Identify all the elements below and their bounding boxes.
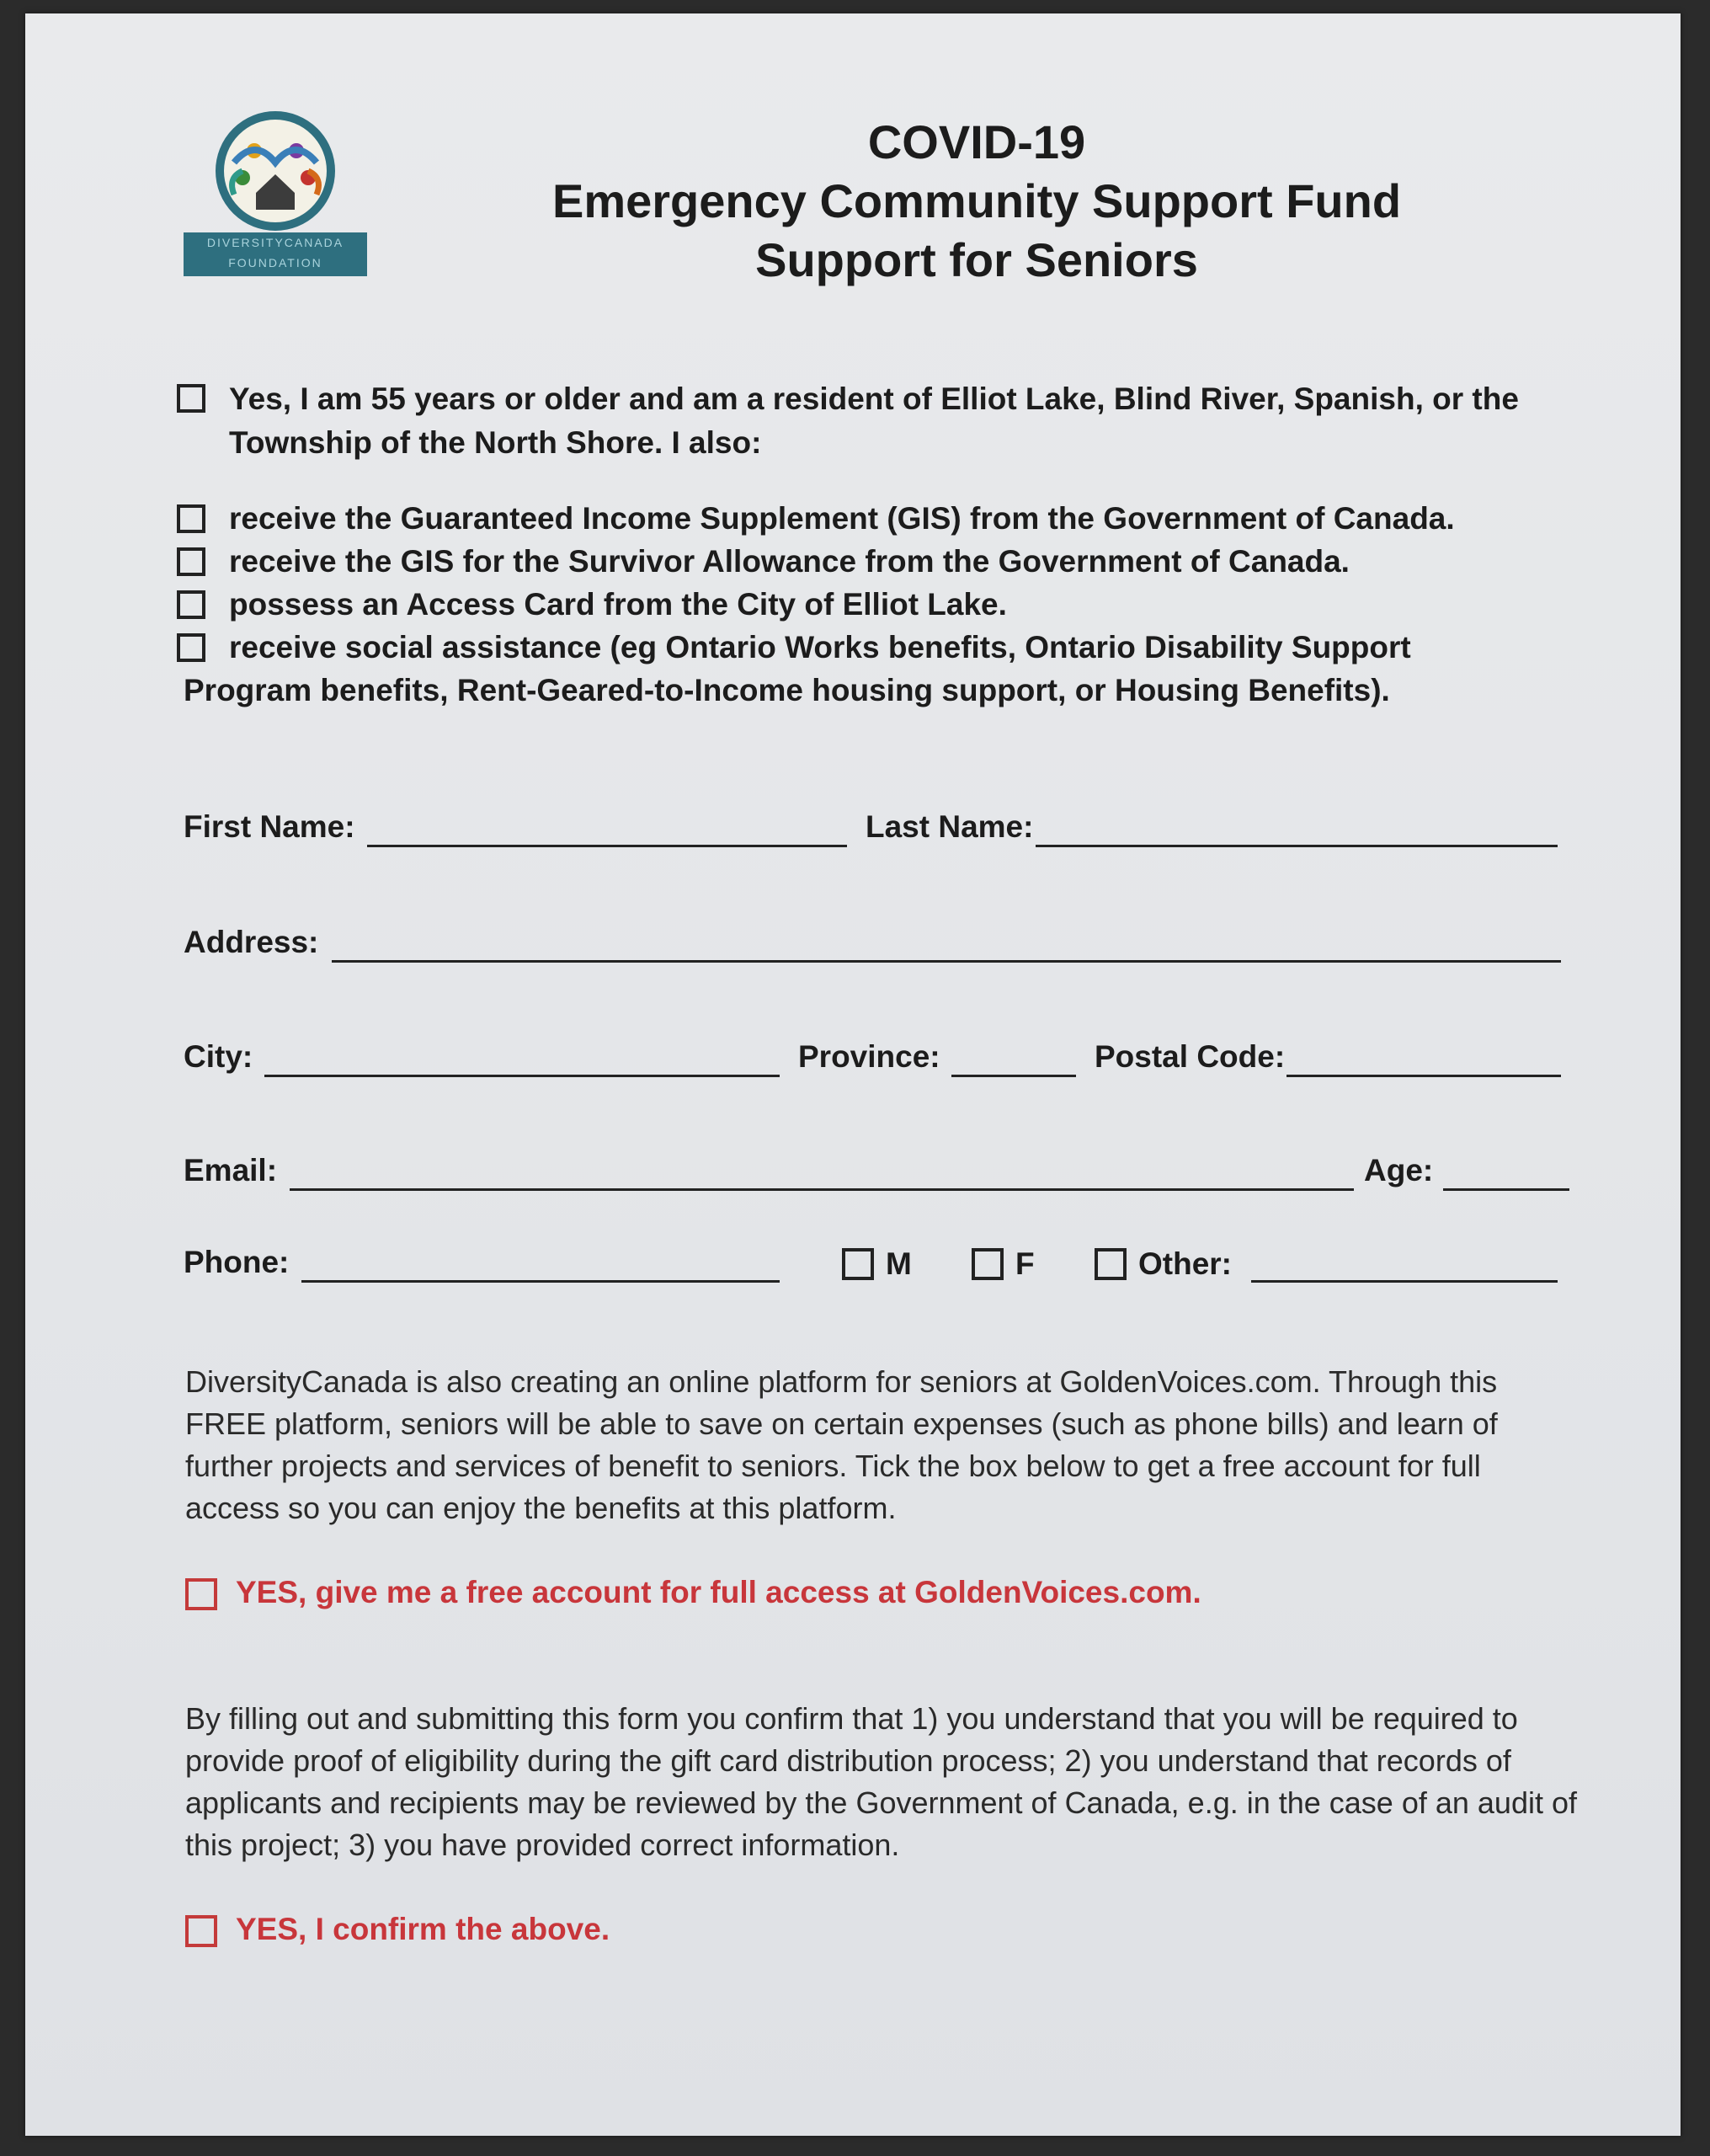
sex-other-label: Other: — [1138, 1246, 1232, 1282]
phone-label: Phone: — [184, 1245, 290, 1279]
logo-text-bottom: FOUNDATION — [228, 256, 322, 270]
phone-field[interactable] — [301, 1280, 780, 1283]
option-label: possess an Access Card from the City of Elliot Lake. — [229, 587, 1007, 622]
city-row — [184, 1039, 1564, 1090]
province-field[interactable] — [951, 1075, 1076, 1077]
option-label: receive the Guaranteed Income Supplement (GIS) from the Government of Canada. — [229, 501, 1455, 536]
age-label: Age: — [1364, 1153, 1434, 1187]
platform-optin-label: YES, give me a free account for full access at GoldenVoices.com. — [236, 1575, 1201, 1609]
sex-f-label: F — [1015, 1246, 1035, 1282]
form-header — [404, 113, 1549, 290]
header-line-2: Emergency Community Support Fund — [551, 174, 1402, 227]
first-name-field[interactable] — [367, 845, 847, 847]
confirm-optin-label: YES, I confirm the above. — [236, 1912, 610, 1946]
eligibility-options — [177, 497, 1541, 712]
option-label: receive the GIS for the Survivor Allowance from the Government of Canada. — [229, 544, 1350, 579]
last-name-field[interactable] — [1036, 845, 1558, 847]
email-field[interactable] — [290, 1188, 1354, 1191]
platform-description: DiversityCanada is also creating an online platform for seniors at GoldenVoices.com. Through this FREE platform, seniors will be able to save on certain expenses (such as phone bills) and learn of further projects and services of benefit to seniors. Tick the box below to get a free account for full access so you can enjoy the benefits at this platform. — [185, 1364, 1498, 1525]
phone-row — [184, 1245, 1564, 1295]
header-line-1: COVID-19 — [867, 115, 1086, 168]
eligibility-age-checkbox[interactable] — [177, 384, 205, 413]
postal-code-field[interactable] — [1286, 1075, 1561, 1077]
access-card-checkbox[interactable] — [177, 590, 205, 619]
city-label: City: — [184, 1039, 253, 1074]
logo-text-top: DIVERSITYCANADA — [206, 236, 344, 249]
sex-option-f — [972, 1245, 1035, 1282]
address-label: Address: — [184, 925, 319, 959]
age-field[interactable] — [1443, 1188, 1569, 1191]
eligibility-option — [177, 583, 1541, 626]
social-assistance-checkbox[interactable] — [177, 633, 205, 662]
option-label: receive social assistance (eg Ontario Works benefits, Ontario Disability Support — [229, 630, 1411, 664]
survivor-allowance-checkbox[interactable] — [177, 547, 205, 576]
eligibility-main-text: Yes, I am 55 years or older and am a resident of Elliot Lake, Blind River, Spanish, or the Township of the North Shore. I also: — [229, 382, 1519, 460]
name-row — [184, 809, 1564, 860]
eligibility-option — [177, 497, 1541, 540]
platform-optin — [185, 1572, 1201, 1614]
option-label-continued: Program benefits, Rent-Geared-to-Income housing support, or Housing Benefits). — [184, 673, 1390, 707]
address-row — [184, 925, 1564, 975]
eligibility-option — [177, 540, 1541, 583]
diversitycanada-logo — [184, 110, 367, 279]
eligibility-main — [177, 377, 1541, 465]
email-row — [184, 1153, 1564, 1203]
sex-option-other — [1095, 1245, 1232, 1282]
gis-checkbox[interactable] — [177, 504, 205, 533]
confirmation-description: By filling out and submitting this form you confirm that 1) you understand that you will be required to provide proof of eligibility during the gift card distribution process; 2) you understand that records of applicants and recipients may be reviewed by the Government of Canada, e.g. in the case of an audit of this project; 3) you have provided correct information. — [185, 1701, 1577, 1862]
confirm-optin-checkbox[interactable] — [185, 1915, 217, 1947]
email-label: Email: — [184, 1153, 278, 1187]
eligibility-option — [177, 626, 1541, 712]
province-label: Province: — [798, 1039, 940, 1074]
logo-wordmark — [184, 232, 367, 276]
sex-other-field[interactable] — [1251, 1280, 1558, 1283]
sex-other-checkbox[interactable] — [1095, 1248, 1127, 1280]
header-line-3: Support for Seniors — [755, 233, 1198, 286]
sex-m-checkbox[interactable] — [842, 1248, 874, 1280]
sex-f-checkbox[interactable] — [972, 1248, 1004, 1280]
city-field[interactable] — [264, 1075, 780, 1077]
form-page — [25, 13, 1681, 2136]
sex-option-m — [842, 1245, 912, 1282]
sex-m-label: M — [886, 1246, 912, 1282]
postal-code-label: Postal Code: — [1095, 1039, 1286, 1074]
last-name-label: Last Name: — [866, 809, 1034, 844]
confirm-optin — [185, 1908, 610, 1951]
platform-optin-checkbox[interactable] — [185, 1578, 217, 1610]
address-field[interactable] — [332, 960, 1561, 963]
first-name-label: First Name: — [184, 809, 355, 844]
